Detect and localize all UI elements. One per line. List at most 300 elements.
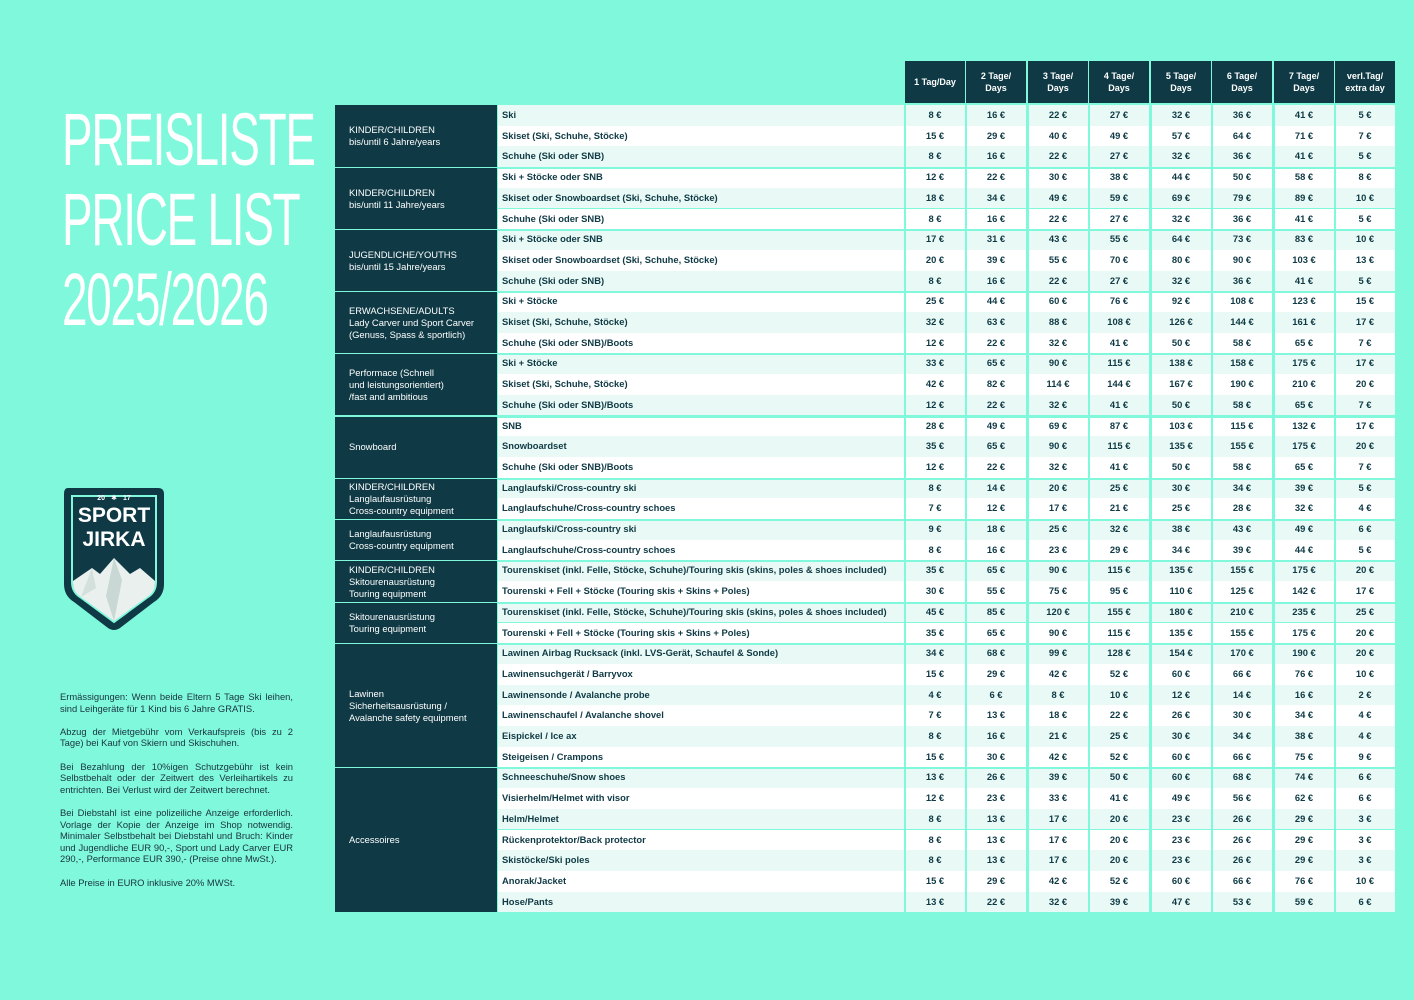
- column-separator: [904, 498, 906, 519]
- column-header: 6 Tage/ Days: [1212, 61, 1272, 103]
- column-separator: [1334, 291, 1336, 312]
- column-separator: [1273, 271, 1275, 292]
- column-separator: [1211, 767, 1213, 788]
- price-cell: 175 €: [1274, 623, 1334, 644]
- price-cell: 76 €: [1274, 664, 1334, 685]
- column-separator: [1395, 809, 1397, 830]
- column-separator: [1334, 850, 1336, 871]
- price-cell: 92 €: [1151, 291, 1211, 312]
- column-separator: [1395, 167, 1397, 188]
- item-name: Schuhe (Ski oder SNB)/Boots: [498, 457, 904, 478]
- column-header: 3 Tage/ Days: [1028, 61, 1088, 103]
- price-cell: 65 €: [1274, 395, 1334, 416]
- price-cell: 30 €: [966, 747, 1026, 768]
- price-cell: 110 €: [1151, 581, 1211, 602]
- column-separator: [1395, 788, 1397, 809]
- column-separator: [904, 126, 906, 147]
- column-separator: [1150, 395, 1152, 416]
- column-separator: [1334, 892, 1336, 913]
- price-cell: 55 €: [1028, 250, 1088, 271]
- column-separator: [1088, 685, 1090, 706]
- sport-jirka-logo: [60, 484, 168, 636]
- price-cell: 27 €: [1089, 146, 1149, 167]
- price-cell: 23 €: [1028, 540, 1088, 561]
- price-cell: 154 €: [1151, 643, 1211, 664]
- price-cell: 32 €: [1151, 271, 1211, 292]
- price-cell: 33 €: [1028, 788, 1088, 809]
- item-name: Langlaufschuhe/Cross-country schoes: [498, 498, 904, 519]
- column-separator: [1211, 146, 1213, 167]
- price-cell: 5 €: [1335, 271, 1395, 292]
- price-cell: 36 €: [1212, 209, 1272, 230]
- price-cell: 65 €: [966, 353, 1026, 374]
- price-cell: 18 €: [966, 519, 1026, 540]
- column-separator: [1088, 892, 1090, 913]
- column-separator: [1395, 850, 1397, 871]
- column-separator: [1150, 602, 1152, 623]
- item-name: Tourenski + Fell + Stöcke (Touring skis + Skins + Poles): [498, 623, 904, 644]
- category-divider: [498, 478, 1395, 480]
- column-separator: [1273, 146, 1275, 167]
- column-separator: [965, 457, 967, 478]
- price-cell: 55 €: [1089, 229, 1149, 250]
- column-separator: [965, 705, 967, 726]
- column-separator: [904, 685, 906, 706]
- column-separator: [1211, 209, 1213, 230]
- price-cell: 39 €: [1274, 478, 1334, 499]
- column-separator: [965, 871, 967, 892]
- price-cell: 32 €: [1151, 105, 1211, 126]
- price-cell: 6 €: [1335, 519, 1395, 540]
- item-name: Skistöcke/Ski poles: [498, 850, 904, 871]
- price-cell: 115 €: [1089, 623, 1149, 644]
- table-row: [498, 498, 1395, 519]
- price-cell: 44 €: [1151, 167, 1211, 188]
- column-separator: [1273, 602, 1275, 623]
- price-cell: 17 €: [1028, 850, 1088, 871]
- price-cell: 65 €: [966, 560, 1026, 581]
- category-divider: [498, 643, 1395, 645]
- table-row: [498, 229, 1395, 250]
- item-name: Helm/Helmet: [498, 809, 904, 830]
- column-separator: [904, 809, 906, 830]
- column-separator: [965, 250, 967, 271]
- price-cell: 13 €: [966, 850, 1026, 871]
- column-separator: [1334, 498, 1336, 519]
- price-cell: 20 €: [1335, 643, 1395, 664]
- column-separator: [1334, 623, 1336, 644]
- column-separator: [1211, 436, 1213, 457]
- price-cell: 42 €: [1028, 747, 1088, 768]
- price-cell: 8 €: [905, 830, 965, 851]
- item-name: Skiset oder Snowboardset (Ski, Schuhe, Stöcke): [498, 250, 904, 271]
- price-cell: 20 €: [1089, 809, 1149, 830]
- price-cell: 10 €: [1335, 188, 1395, 209]
- price-cell: 8 €: [905, 105, 965, 126]
- price-cell: 8 €: [905, 478, 965, 499]
- price-cell: 49 €: [966, 416, 1026, 437]
- price-cell: 43 €: [1212, 519, 1272, 540]
- price-cell: 31 €: [966, 229, 1026, 250]
- column-separator: [1027, 105, 1029, 126]
- price-cell: 57 €: [1151, 126, 1211, 147]
- price-cell: 75 €: [1274, 747, 1334, 768]
- price-cell: 41 €: [1089, 457, 1149, 478]
- column-separator: [904, 788, 906, 809]
- table-row: [498, 333, 1395, 354]
- column-separator: [965, 333, 967, 354]
- price-cell: 38 €: [1274, 726, 1334, 747]
- price-cell: 39 €: [1089, 892, 1149, 913]
- column-separator: [965, 664, 967, 685]
- item-name: Schuhe (Ski oder SNB): [498, 271, 904, 292]
- column-separator: [1273, 747, 1275, 768]
- column-separator: [904, 830, 906, 851]
- column-separator: [1088, 519, 1090, 540]
- price-cell: 90 €: [1212, 250, 1272, 271]
- column-separator: [1273, 809, 1275, 830]
- logo-name-line-2: JIRKA: [82, 528, 146, 551]
- column-separator: [1088, 788, 1090, 809]
- category-label: ERWACHSENE/ADULTS Lady Carver und Sport Carver (Genuss, Spass & sportlich): [335, 292, 497, 353]
- price-cell: 15 €: [905, 126, 965, 147]
- column-separator: [1395, 726, 1397, 747]
- column-separator: [1273, 767, 1275, 788]
- price-cell: 144 €: [1212, 312, 1272, 333]
- price-cell: 114 €: [1028, 374, 1088, 395]
- category-label: JUGENDLICHE/YOUTHS bis/until 15 Jahre/years: [335, 230, 497, 291]
- price-cell: 16 €: [966, 540, 1026, 561]
- price-cell: 128 €: [1089, 643, 1149, 664]
- column-separator: [1395, 830, 1397, 851]
- price-cell: 135 €: [1151, 623, 1211, 644]
- price-cell: 59 €: [1274, 892, 1334, 913]
- column-separator: [965, 312, 967, 333]
- item-name: Schuhe (Ski oder SNB): [498, 146, 904, 167]
- item-name: Ski + Stöcke oder SNB: [498, 167, 904, 188]
- column-separator: [1273, 374, 1275, 395]
- category-label: KINDER/CHILDREN bis/until 11 Jahre/years: [335, 168, 497, 229]
- column-separator: [1334, 519, 1336, 540]
- price-cell: 17 €: [1028, 830, 1088, 851]
- price-cell: 32 €: [1028, 395, 1088, 416]
- column-separator: [1211, 126, 1213, 147]
- column-separator: [1273, 478, 1275, 499]
- price-cell: 155 €: [1212, 560, 1272, 581]
- price-cell: 40 €: [1028, 126, 1088, 147]
- price-cell: 8 €: [1028, 685, 1088, 706]
- price-cell: 142 €: [1274, 581, 1334, 602]
- price-cell: 44 €: [1274, 540, 1334, 561]
- price-cell: 2 €: [1335, 685, 1395, 706]
- column-separator: [904, 478, 906, 499]
- item-name: Eispickel / Ice ax: [498, 726, 904, 747]
- price-cell: 26 €: [966, 767, 1026, 788]
- price-cell: 108 €: [1089, 312, 1149, 333]
- note-theft: Bei Diebstahl ist eine polizeiliche Anzeige erforderlich. Vorlage der Kopie der Anzeige im Shop notwendig. Minimaler Selbstbehalt bei Diebstahl und Bruch: Kinder und Jugendliche EUR 90,-, Sport und Lady Carver EUR 290,-, Performance EUR 390,- (Preise ohne MwSt.).: [60, 806, 293, 865]
- column-separator: [1027, 312, 1029, 333]
- price-cell: 20 €: [1089, 830, 1149, 851]
- column-separator: [904, 519, 906, 540]
- price-cell: 60 €: [1151, 747, 1211, 768]
- column-separator: [904, 643, 906, 664]
- price-cell: 29 €: [966, 126, 1026, 147]
- column-separator: [1273, 353, 1275, 374]
- column-separator: [1334, 726, 1336, 747]
- column-separator: [904, 229, 906, 250]
- column-separator: [1088, 271, 1090, 292]
- column-separator: [904, 871, 906, 892]
- column-separator: [1027, 333, 1029, 354]
- price-cell: 52 €: [1089, 664, 1149, 685]
- column-separator: [1211, 850, 1213, 871]
- price-cell: 53 €: [1212, 892, 1272, 913]
- column-separator: [904, 436, 906, 457]
- price-cell: 22 €: [1028, 209, 1088, 230]
- price-cell: 132 €: [1274, 416, 1334, 437]
- price-cell: 8 €: [905, 146, 965, 167]
- price-cell: 28 €: [1212, 498, 1272, 519]
- price-cell: 210 €: [1274, 374, 1334, 395]
- price-cell: 85 €: [966, 602, 1026, 623]
- table-row: [498, 747, 1395, 768]
- price-cell: 161 €: [1274, 312, 1334, 333]
- price-cell: 35 €: [905, 560, 965, 581]
- price-cell: 62 €: [1274, 788, 1334, 809]
- price-cell: 22 €: [1028, 105, 1088, 126]
- table-row: [498, 581, 1395, 602]
- column-separator: [1211, 581, 1213, 602]
- column-header: 5 Tage/ Days: [1151, 61, 1211, 103]
- column-separator: [1027, 146, 1029, 167]
- price-cell: 16 €: [966, 726, 1026, 747]
- column-separator: [1395, 395, 1397, 416]
- title-line-1: PREISLISTE: [62, 98, 315, 181]
- column-separator: [965, 105, 967, 126]
- price-cell: 6 €: [966, 685, 1026, 706]
- item-name: Lawinensonde / Avalanche probe: [498, 685, 904, 706]
- price-cell: 115 €: [1089, 560, 1149, 581]
- column-separator: [1273, 560, 1275, 581]
- column-separator: [1211, 747, 1213, 768]
- table-row: [498, 705, 1395, 726]
- category-label: Lawinen Sicherheitsausrüstung / Avalanche safety equipment: [335, 644, 497, 767]
- column-separator: [1088, 209, 1090, 230]
- column-separator: [904, 457, 906, 478]
- price-cell: 17 €: [1028, 809, 1088, 830]
- price-cell: 5 €: [1335, 146, 1395, 167]
- column-separator: [1150, 374, 1152, 395]
- price-cell: 42 €: [1028, 664, 1088, 685]
- category-label: KINDER/CHILDREN Skitourenausrüstung Touring equipment: [335, 561, 497, 601]
- column-separator: [1088, 809, 1090, 830]
- price-cell: 10 €: [1335, 229, 1395, 250]
- table-row: [498, 478, 1395, 499]
- category-label: Snowboard: [335, 417, 497, 478]
- price-cell: 60 €: [1028, 291, 1088, 312]
- price-cell: 10 €: [1089, 685, 1149, 706]
- table-row: [498, 126, 1395, 147]
- price-cell: 30 €: [905, 581, 965, 602]
- price-cell: 8 €: [905, 809, 965, 830]
- price-cell: 32 €: [1151, 146, 1211, 167]
- note-protection-fee: Bei Bezahlung der 10%igen Schutzgebühr ist kein Selbstbehalt oder der Zeitwert des Verleihartikels zu entrichten. Bei Verlust wird der Zeitwert berechnet.: [60, 760, 293, 795]
- item-name: Langlaufski/Cross-country ski: [498, 478, 904, 499]
- price-cell: 27 €: [1089, 271, 1149, 292]
- column-separator: [1088, 560, 1090, 581]
- price-cell: 135 €: [1151, 560, 1211, 581]
- column-separator: [1150, 105, 1152, 126]
- price-cell: 32 €: [1089, 519, 1149, 540]
- price-cell: 8 €: [905, 271, 965, 292]
- category-divider: [498, 560, 1395, 562]
- price-cell: 32 €: [1151, 209, 1211, 230]
- price-cell: 30 €: [1151, 726, 1211, 747]
- item-name: Lawinensuchgerät / Barryvox: [498, 664, 904, 685]
- price-cell: 76 €: [1274, 871, 1334, 892]
- column-separator: [1150, 250, 1152, 271]
- price-cell: 38 €: [1089, 167, 1149, 188]
- column-separator: [1334, 436, 1336, 457]
- column-separator: [1088, 643, 1090, 664]
- price-cell: 18 €: [1028, 705, 1088, 726]
- column-separator: [1395, 747, 1397, 768]
- category-label: Skitourenausrüstung Touring equipment: [335, 603, 497, 643]
- item-name: Tourenskiset (inkl. Felle, Stöcke, Schuhe)/Touring skis (skins, poles & shoes included): [498, 560, 904, 581]
- column-separator: [1150, 560, 1152, 581]
- column-separator: [1150, 871, 1152, 892]
- price-cell: 90 €: [1028, 560, 1088, 581]
- price-cell: 13 €: [1335, 250, 1395, 271]
- column-header: verl.Tag/ extra day: [1335, 61, 1395, 103]
- price-cell: 15 €: [1335, 291, 1395, 312]
- price-cell: 8 €: [905, 209, 965, 230]
- price-cell: 25 €: [1028, 519, 1088, 540]
- column-separator: [1395, 229, 1397, 250]
- column-separator: [1395, 291, 1397, 312]
- column-separator: [965, 478, 967, 499]
- price-cell: 52 €: [1089, 747, 1149, 768]
- price-cell: 39 €: [966, 250, 1026, 271]
- column-separator: [1395, 560, 1397, 581]
- column-separator: [904, 581, 906, 602]
- price-cell: 5 €: [1335, 105, 1395, 126]
- notes: [60, 691, 293, 900]
- price-cell: 30 €: [1028, 167, 1088, 188]
- price-cell: 8 €: [1335, 167, 1395, 188]
- price-cell: 27 €: [1089, 209, 1149, 230]
- price-cell: 25 €: [1089, 478, 1149, 499]
- item-name: Skiset (Ski, Schuhe, Stöcke): [498, 374, 904, 395]
- column-separator: [1273, 519, 1275, 540]
- column-separator: [965, 830, 967, 851]
- column-separator: [1211, 705, 1213, 726]
- price-cell: 32 €: [905, 312, 965, 333]
- price-cell: 56 €: [1212, 788, 1272, 809]
- price-cell: 68 €: [1212, 767, 1272, 788]
- column-separator: [1334, 312, 1336, 333]
- price-cell: 210 €: [1212, 602, 1272, 623]
- column-header: 2 Tage/ Days: [966, 61, 1026, 103]
- item-name: Rückenprotektor/Back protector: [498, 830, 904, 851]
- column-separator: [1027, 685, 1029, 706]
- column-separator: [1211, 105, 1213, 126]
- column-separator: [1273, 250, 1275, 271]
- item-name: SNB: [498, 416, 904, 437]
- column-separator: [1211, 830, 1213, 851]
- price-cell: 99 €: [1028, 643, 1088, 664]
- column-separator: [1027, 374, 1029, 395]
- item-name: Steigeisen / Crampons: [498, 747, 904, 768]
- column-separator: [1395, 105, 1397, 126]
- price-cell: 20 €: [1335, 436, 1395, 457]
- column-separator: [904, 623, 906, 644]
- column-separator: [1088, 105, 1090, 126]
- column-separator: [1150, 271, 1152, 292]
- column-separator: [1273, 643, 1275, 664]
- table-row: [498, 892, 1395, 913]
- table-row: [498, 291, 1395, 312]
- price-cell: 55 €: [966, 581, 1026, 602]
- column-separator: [1027, 167, 1029, 188]
- column-separator: [1088, 250, 1090, 271]
- column-separator: [1150, 850, 1152, 871]
- price-cell: 29 €: [1274, 850, 1334, 871]
- column-separator: [904, 188, 906, 209]
- price-cell: 30 €: [1151, 478, 1211, 499]
- price-cell: 63 €: [966, 312, 1026, 333]
- column-separator: [904, 850, 906, 871]
- column-separator: [1395, 271, 1397, 292]
- column-separator: [1211, 457, 1213, 478]
- price-cell: 34 €: [1212, 726, 1272, 747]
- price-cell: 20 €: [1335, 374, 1395, 395]
- table-row: [498, 788, 1395, 809]
- column-separator: [1027, 830, 1029, 851]
- column-separator: [1395, 643, 1397, 664]
- price-cell: 36 €: [1212, 146, 1272, 167]
- item-name: Lawinenschaufel / Avalanche shovel: [498, 705, 904, 726]
- price-cell: 22 €: [966, 395, 1026, 416]
- column-separator: [1150, 229, 1152, 250]
- column-separator: [1088, 167, 1090, 188]
- price-cell: 29 €: [966, 871, 1026, 892]
- logo-year-right: 17: [123, 495, 131, 502]
- price-cell: 70 €: [1089, 250, 1149, 271]
- price-cell: 36 €: [1212, 105, 1272, 126]
- price-cell: 49 €: [1274, 519, 1334, 540]
- price-cell: 34 €: [1151, 540, 1211, 561]
- table-row: [498, 540, 1395, 561]
- column-separator: [1150, 747, 1152, 768]
- column-separator: [1088, 581, 1090, 602]
- price-cell: 41 €: [1274, 105, 1334, 126]
- price-cell: 12 €: [905, 457, 965, 478]
- price-cell: 22 €: [1028, 271, 1088, 292]
- price-cell: 20 €: [905, 250, 965, 271]
- price-cell: 29 €: [1274, 809, 1334, 830]
- column-separator: [1334, 353, 1336, 374]
- column-separator: [1273, 188, 1275, 209]
- price-cell: 47 €: [1151, 892, 1211, 913]
- category-divider: [498, 767, 1395, 769]
- price-cell: 155 €: [1212, 623, 1272, 644]
- price-cell: 13 €: [966, 830, 1026, 851]
- price-cell: 3 €: [1335, 830, 1395, 851]
- column-separator: [1027, 602, 1029, 623]
- column-separator: [1211, 540, 1213, 561]
- column-separator: [1211, 726, 1213, 747]
